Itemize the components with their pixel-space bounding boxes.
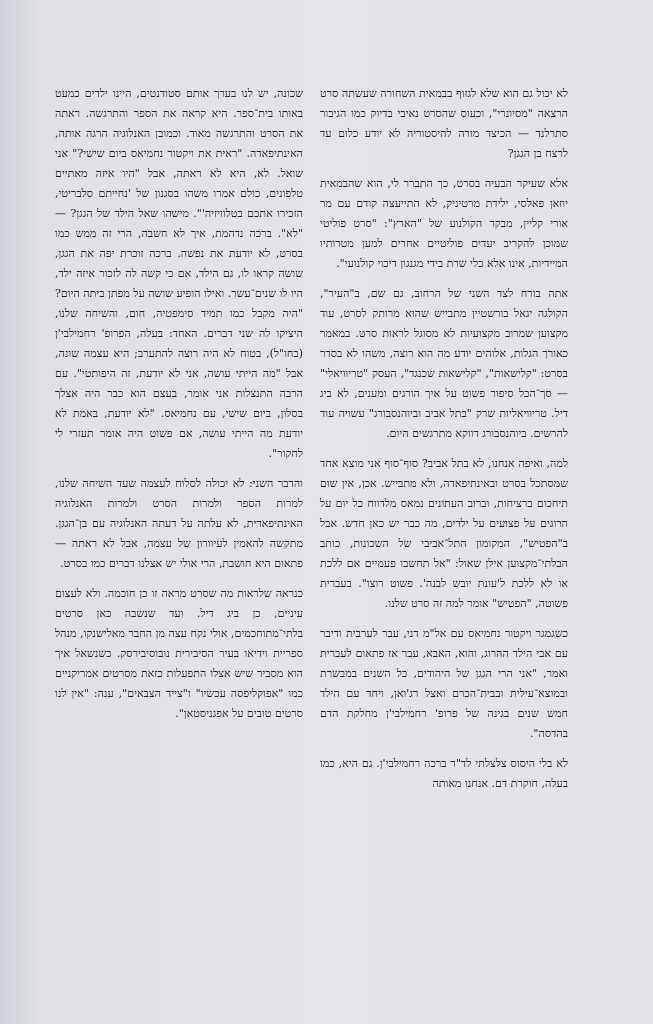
left-text-column (55, 84, 303, 734)
paragraph: למה, ואיפה אנחנו, לא בתל אביב? סוף־סוף אני מוצא אחד שמסתכל בסרט ובאינתיפאדה, ולא מתבייש. אכן, אין שום תיחכום ברציחות, וברוב העתונים נמאס מלדווח כל יום על הרוגים על פצועים על ילדים, מה כבר יש כאן חדש. אבל ב"הפטיש", המקומון התל־אביבי של השכונות, כותב הבלתי־מקצוען אילן שאול: "אל תחשבו פעמיים אם ללכת או לא ללכת ל'עונת יובש לבנה'. פשוט רוצו". בעברית פשוטה, "הפטיש" אומר למה זה סרט שלנו. (320, 457, 568, 610)
paragraph: לא יכול גם הוא שלא לגזוף בבמאית השחורה שעשתה סרט הרצאה "מסיונרי", וכעוס שהסרט נאיבי בדיוק כמו הגיבור סתרלנד — הכיצד מורה להיסטוריה לא יודע כלום עד לרצח בן הגגן? (320, 87, 568, 160)
paragraph: שכונה, יש לנו בערך אותם סטודנטים, היינו ילדים כמעט באותו בית־ספר. היא קראה את הספר והתרגשה. ראתה את הסרט והתרגשה מאוד. וכמובן האנלוגיה הרגה אותה, האינתיפאדה. "ראית את ויקטור נחמיאס ביום שישי?" אני שואל. לא, היא לא ראתה, אבל "היו איזה מאתיים טלפונים, כולם אמרו משהו בסגנון של 'נחייתם סלבריטי, הזכירו אתכם בטלוויזיה'". מישהו שאל הילד של הגגן? — "לא". ברכה נדהמת, איך לא חשבה, הרי זה ממש כמו בסרט, לא יודעת את נפשה. ברכה זוכרת יפה את הגגן, שושה קראו לו, גם הילד, אם כי קשה לה לזכור איזה ילד, היו לו שנים־עשר. ואילו הופיע שושה על מפתן ביתה היום? "היה מקבל כמו תמיד סימפטיה, חום, והשיחה שלנו, היציקו לה שני דברים. האחד: בעלה, הפרופ' רחמילבי'ן (בחו"ל), בטוח לא היה רוצה להתערב; היא עצמה שונה, אבל "מה הייתי עושה, אני לא יודעת, זה היפותטי". עם הרבה התנצלות אני אומר, בעצם הוא כבר היה אצלך בסלון, ביום שישי, עם נחמיאס. "לא יודעת, באמת לא יודעת מה הייתי עושה, אם פשוט היה אומר תעזרי לי לחקור". (55, 87, 303, 460)
paragraph: כשגמגר ויקטור נחמיאס עם אל"מ דני, עבר לערבית ודיבר עם אבי הילד ההרוג, והוא, האבא, עבר אז פתאום לעברית ואמר, "אני הרי הגגן של היהודים, כל השנים במבשרת ובמוצא־עילית ובבית־הכרם ואצל רג'ואן, ויחד עם הילד חמש שנים בגינה של פרופ' רחמילבי'ן מחלקת הדם בהדסה". (320, 627, 568, 740)
right-text-column (320, 84, 568, 804)
paragraph: אלא שעיקר הבעיה בסרט, כך התברר לי, הוא שהבמאית יוזאן פאלסי, ילידת מרטיניק, לא התייעצה קודם עם מר אורי קליין, מבקר הקולנוע של "הארץ": "סרט פוליטי שמוכן להקריב יעדים פוליטיים אחרים למען מטרותיו המיידיות, אינו אלא כלי שרת בידי מגנגון דיכוי קולנועי". (320, 177, 568, 270)
paragraph: כנראה שלראות מה שסרט מראה זו כן חוכמה. ולא לעצום עיניים, כן ביג דיל. ועד שנשבה כאן סרטים בלתי־מתוחכמים, אולי נקח עצה מן החבר מאלישנקו, מנהל ספריית וידיאו בעיר הסיבירית נובוסיבירסק. כשנשאל איך הוא מסביר שיש אצלו התפעלות כזאת מסרטים אמריקניים כמו "אפוקליפסה עכשיו" ו"צייד הצבאים", ענה: "אין לנו סרטים טובים על אפגניסטאן". (55, 587, 303, 720)
paragraph: והדבר השני: לא יכולה לסלוח לעצמה שעד השיחה שלנו, למרות הספר ולמרות הסרט ולמרות האנלוגיה האינתיפאדית, לא עלתה על דעתה האנלוגיה עם בן־הגגן. מתקשה להאמין לעיוורון של עצמה, אבל לא ראתה — פתאום היא חושבת, הרי אולי יש אצלנו דברים כמו בסרט. (55, 477, 303, 570)
paragraph: לא בלי היסוס צלצלתי לד"ר ברכה רחמילבי'ן. גם היא, כמו בעלה, חוקרת דם. אנחנו מאותה (320, 757, 568, 790)
paragraph: אתה בורח לצד השני של הרחוב, גם שם, ב"העיר", הקולגה יגאל בורשטיין מתבייש שהוא מרותק לסרט, עוד מקצוען שמרוב מקצועיות לא מסוגל לראות סרט. במאמר כאורך הגלות, אלוהים יודע מה הוא רוצה, משהו לא בסדר בסרט: "קלישאות", "קלישאות שכנגד", העסק "טריוויאלי" — סך־הכל סיפור פשוט על איך הורגים ומענים, לא ביג דיל. טריוויאליות שרק "בתל אביב וביוהנסבורג" עשויה עוד להרשים. ביוהנסבורג דווקא מתרגשים היום. (320, 287, 568, 440)
